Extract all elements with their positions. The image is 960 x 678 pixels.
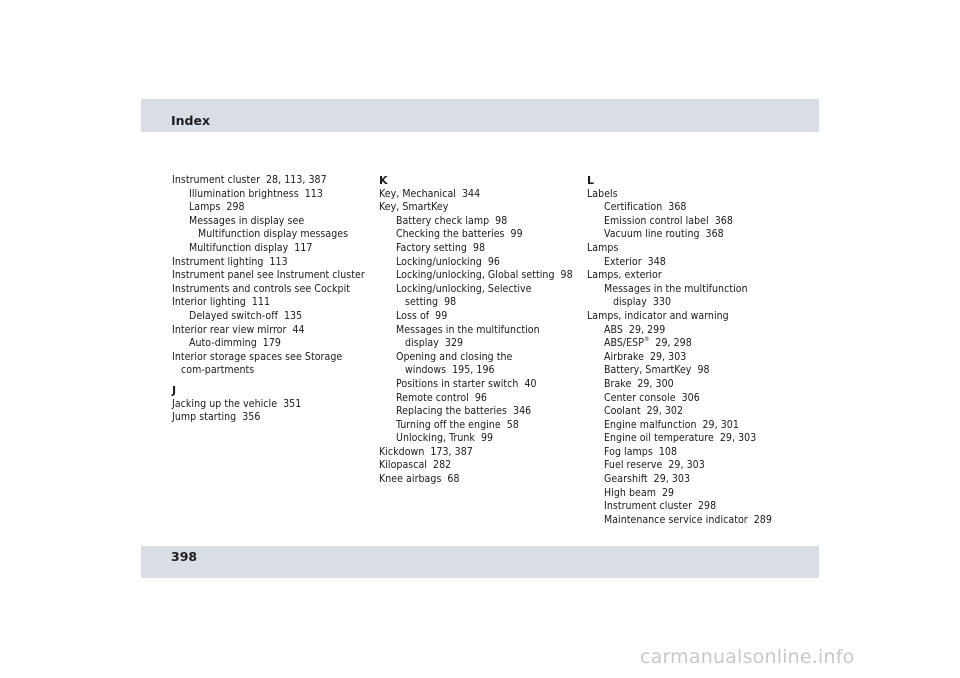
- entry-text: Messages in the multifunction display: [396, 323, 540, 350]
- index-subentry: [379, 378, 579, 392]
- entry-text: Interior lighting: [172, 296, 246, 309]
- index-subentry: [379, 324, 579, 351]
- index-entry: [172, 283, 367, 297]
- index-subentry: [172, 201, 367, 215]
- index-subentry: [379, 269, 579, 283]
- index-subentry: [379, 215, 579, 229]
- index-subentry: [172, 337, 367, 351]
- entry-text: Maintenance service indicator: [604, 513, 748, 526]
- entry-page-refs: 98: [560, 269, 573, 282]
- entry-text: Checking the batteries: [396, 228, 505, 241]
- index-subentry: [587, 201, 787, 215]
- index-entry: [379, 473, 579, 487]
- entry-page-refs: 29, 303: [719, 432, 757, 445]
- index-subentry: [587, 405, 787, 419]
- entry-text: Delayed switch-off: [189, 309, 278, 322]
- index-column-2: [379, 174, 579, 487]
- index-subentry: [587, 500, 787, 514]
- entry-page-refs: 29, 299: [628, 323, 666, 336]
- watermark: carmanualsonline.info: [640, 646, 855, 668]
- entry-text: Battery check lamp: [396, 214, 490, 227]
- index-entry: [587, 188, 787, 202]
- entry-page-refs: 179: [262, 337, 281, 350]
- index-subentry: [379, 256, 579, 270]
- index-subentry: [587, 351, 787, 365]
- entry-text: Fog lamps: [604, 445, 653, 458]
- index-letter-heading: K: [379, 174, 388, 187]
- entry-text: Center console: [604, 391, 676, 404]
- entry-page-refs: 298: [698, 500, 717, 513]
- index-column-3: [587, 174, 787, 527]
- entry-page-refs: 108: [658, 445, 678, 458]
- entry-text: Battery, SmartKey: [604, 364, 692, 377]
- index-subentry: [172, 242, 367, 256]
- index-subentry: [379, 351, 579, 378]
- index-subentry: [587, 364, 787, 378]
- entry-text: Auto-dimming: [189, 337, 257, 350]
- index-subentry: [379, 419, 579, 433]
- index-subentry: [587, 215, 787, 229]
- index-subentry: [379, 242, 579, 256]
- entry-page-refs: 98: [697, 364, 710, 377]
- index-entry: [172, 256, 367, 270]
- entry-text: Kickdown: [379, 445, 425, 458]
- entry-page-refs: 330: [652, 296, 672, 309]
- entry-page-refs: 348: [647, 255, 666, 268]
- index-entry: [172, 296, 367, 310]
- index-subentry: [379, 405, 579, 419]
- entry-page-refs: 40: [524, 377, 537, 390]
- index-letter-heading: J: [172, 383, 177, 397]
- entry-page-refs: 29, 302: [646, 405, 684, 418]
- index-subentry: [587, 378, 787, 392]
- entry-page-refs: 29, 303: [649, 350, 687, 363]
- entry-text: Locking/unlocking, Global setting: [396, 269, 555, 282]
- entry-text: ABS/ESP: [604, 337, 644, 350]
- entry-page-refs: 356: [242, 411, 261, 424]
- index-subentry: [587, 256, 787, 270]
- index-subentry: [379, 432, 579, 446]
- registered-mark: ®: [643, 336, 650, 344]
- entry-text: Illumination brightness: [189, 187, 299, 200]
- entry-text: Engine oil temperature: [604, 432, 714, 445]
- entry-page-refs: 135: [284, 309, 303, 322]
- entry-text: Gearshift: [604, 473, 648, 486]
- entry-page-refs: 96: [487, 255, 500, 268]
- index-subentry: [587, 228, 787, 242]
- entry-page-refs: 68: [447, 473, 460, 486]
- entry-page-refs: 29, 303: [653, 473, 691, 486]
- entry-page-refs: 29, 300: [637, 377, 674, 390]
- entry-text: Instrument lighting: [172, 255, 264, 268]
- entry-page-refs: 173, 387: [430, 445, 473, 458]
- entry-text: Jump starting: [172, 411, 237, 424]
- index-entry: [379, 188, 579, 202]
- entry-page-refs: 98: [472, 241, 486, 254]
- entry-page-refs: 99: [480, 432, 494, 445]
- index-subentry: [172, 310, 367, 324]
- index-entry: [172, 174, 367, 188]
- index-letter-heading: L: [587, 174, 595, 187]
- entry-text: ABS: [604, 323, 623, 336]
- page-number: 398: [171, 549, 198, 564]
- entry-text: Kilopascal: [379, 459, 428, 472]
- entry-text: Unlocking, Trunk: [396, 432, 475, 445]
- index-subentry: [379, 283, 579, 310]
- entry-text: Airbrake: [604, 350, 644, 363]
- index-entry: [587, 310, 787, 324]
- index-subentry: [587, 283, 787, 310]
- entry-page-refs: 368: [714, 214, 733, 227]
- entry-text: Emission control label: [604, 214, 709, 227]
- entry-page-refs: 289: [753, 513, 772, 526]
- index-subentry: [172, 215, 367, 242]
- entry-text: Jacking up the vehicle: [172, 397, 278, 410]
- entry-text: High beam: [604, 486, 656, 499]
- index-subentry: [587, 459, 787, 473]
- entry-page-refs: 29, 303: [668, 459, 705, 472]
- index-subentry: [587, 337, 787, 351]
- index-subentry: [587, 392, 787, 406]
- index-subentry: [587, 432, 787, 446]
- entry-text: Certification: [604, 201, 663, 214]
- index-entry: [587, 269, 787, 283]
- entry-text: Brake: [604, 377, 632, 390]
- entry-page-refs: 368: [668, 201, 687, 214]
- entry-page-refs: 368: [705, 228, 724, 241]
- entry-text: Remote control: [396, 391, 469, 404]
- index-subentry: [379, 310, 579, 324]
- entry-page-refs: 96: [474, 391, 487, 404]
- entry-text: Instrument panel see Instrument cluster: [172, 269, 365, 282]
- entry-text: Lamps, indicator and warning: [587, 309, 729, 322]
- entry-page-refs: 113: [304, 187, 323, 200]
- entry-page-refs: 98: [444, 296, 457, 309]
- page-title: Index: [171, 113, 211, 128]
- entry-text: Key, Mechanical: [379, 187, 456, 200]
- entry-text: Instrument cluster: [604, 500, 692, 513]
- entry-text: Locking/unlocking, Selective setting: [396, 282, 532, 309]
- entry-text: Lamps: [587, 241, 619, 254]
- entry-text: Turning off the engine: [396, 418, 501, 431]
- index-subentry: [587, 473, 787, 487]
- entry-page-refs: 344: [461, 187, 481, 200]
- entry-text: Positions in starter switch: [396, 377, 519, 390]
- index-entry: [587, 242, 787, 256]
- entry-text: Exterior: [604, 255, 642, 268]
- entry-text: Lamps: [189, 201, 221, 214]
- index-entry: [172, 269, 367, 283]
- header-band: [141, 99, 819, 132]
- entry-text: Instrument cluster: [172, 174, 260, 186]
- entry-text: Knee airbags: [379, 473, 442, 486]
- entry-page-refs: 113: [269, 255, 288, 268]
- entry-page-refs: 29: [661, 486, 675, 499]
- index-subentry: [587, 419, 787, 433]
- entry-page-refs: 346: [513, 405, 532, 418]
- entry-page-refs: 282: [433, 459, 452, 472]
- index-entry: [172, 324, 367, 338]
- entry-page-refs: 29, 298: [655, 337, 692, 350]
- index-subentry: [587, 446, 787, 460]
- entry-text: Locking/unlocking: [396, 255, 482, 268]
- entry-page-refs: 58: [506, 418, 519, 431]
- entry-text: Interior storage spaces see Storage com-partments: [172, 350, 343, 377]
- entry-text: Vacuum line routing: [604, 228, 700, 241]
- entry-page-refs: 98: [495, 214, 508, 227]
- entry-page-refs: 351: [283, 397, 302, 410]
- footer-band: [141, 546, 819, 578]
- entry-page-refs: 28, 113, 387: [266, 174, 327, 186]
- entry-page-refs: 117: [294, 241, 313, 254]
- entry-page-refs: 99: [435, 309, 448, 322]
- entry-text: Fuel reserve: [604, 459, 663, 472]
- index-subentry: [587, 324, 787, 338]
- index-subentry: [587, 487, 787, 501]
- entry-page-refs: 306: [681, 391, 700, 404]
- index-subentry: [379, 228, 579, 242]
- index-entry: [379, 446, 579, 460]
- entry-page-refs: 329: [444, 337, 464, 350]
- index-subentry: [587, 514, 787, 528]
- index-entry: [379, 459, 579, 473]
- index-subentry: [172, 188, 367, 202]
- entry-page-refs: 29, 301: [702, 418, 739, 431]
- index-entry: [379, 201, 579, 215]
- entry-text: Key, SmartKey: [379, 201, 449, 214]
- entry-page-refs: 111: [251, 296, 271, 309]
- entry-text: Multifunction display: [189, 241, 289, 254]
- entry-text: Instruments and controls see Cockpit: [172, 282, 351, 295]
- entry-text: Messages in display see Multifunction display messages: [189, 214, 349, 241]
- index-column-1: [172, 174, 367, 425]
- entry-text: Lamps, exterior: [587, 269, 662, 282]
- index-subentry: [379, 392, 579, 406]
- index-entry: [172, 351, 367, 378]
- entry-page-refs: 298: [226, 201, 245, 214]
- entry-text: Interior rear view mirror: [172, 323, 287, 336]
- index-entry: [172, 398, 367, 412]
- entry-text: Engine malfunction: [604, 418, 697, 431]
- entry-page-refs: 99: [510, 228, 523, 241]
- entry-page-refs: 195, 196: [452, 364, 495, 377]
- entry-text: Loss of: [396, 309, 430, 322]
- entry-page-refs: 44: [292, 323, 305, 336]
- entry-text: Coolant: [604, 405, 641, 418]
- index-entry: [172, 411, 367, 425]
- entry-text: Labels: [587, 187, 618, 200]
- entry-text: Messages in the multifunction display: [604, 282, 748, 309]
- entry-text: Replacing the batteries: [396, 405, 508, 418]
- entry-text: Opening and closing the windows: [396, 350, 513, 377]
- entry-text: Factory setting: [396, 241, 467, 254]
